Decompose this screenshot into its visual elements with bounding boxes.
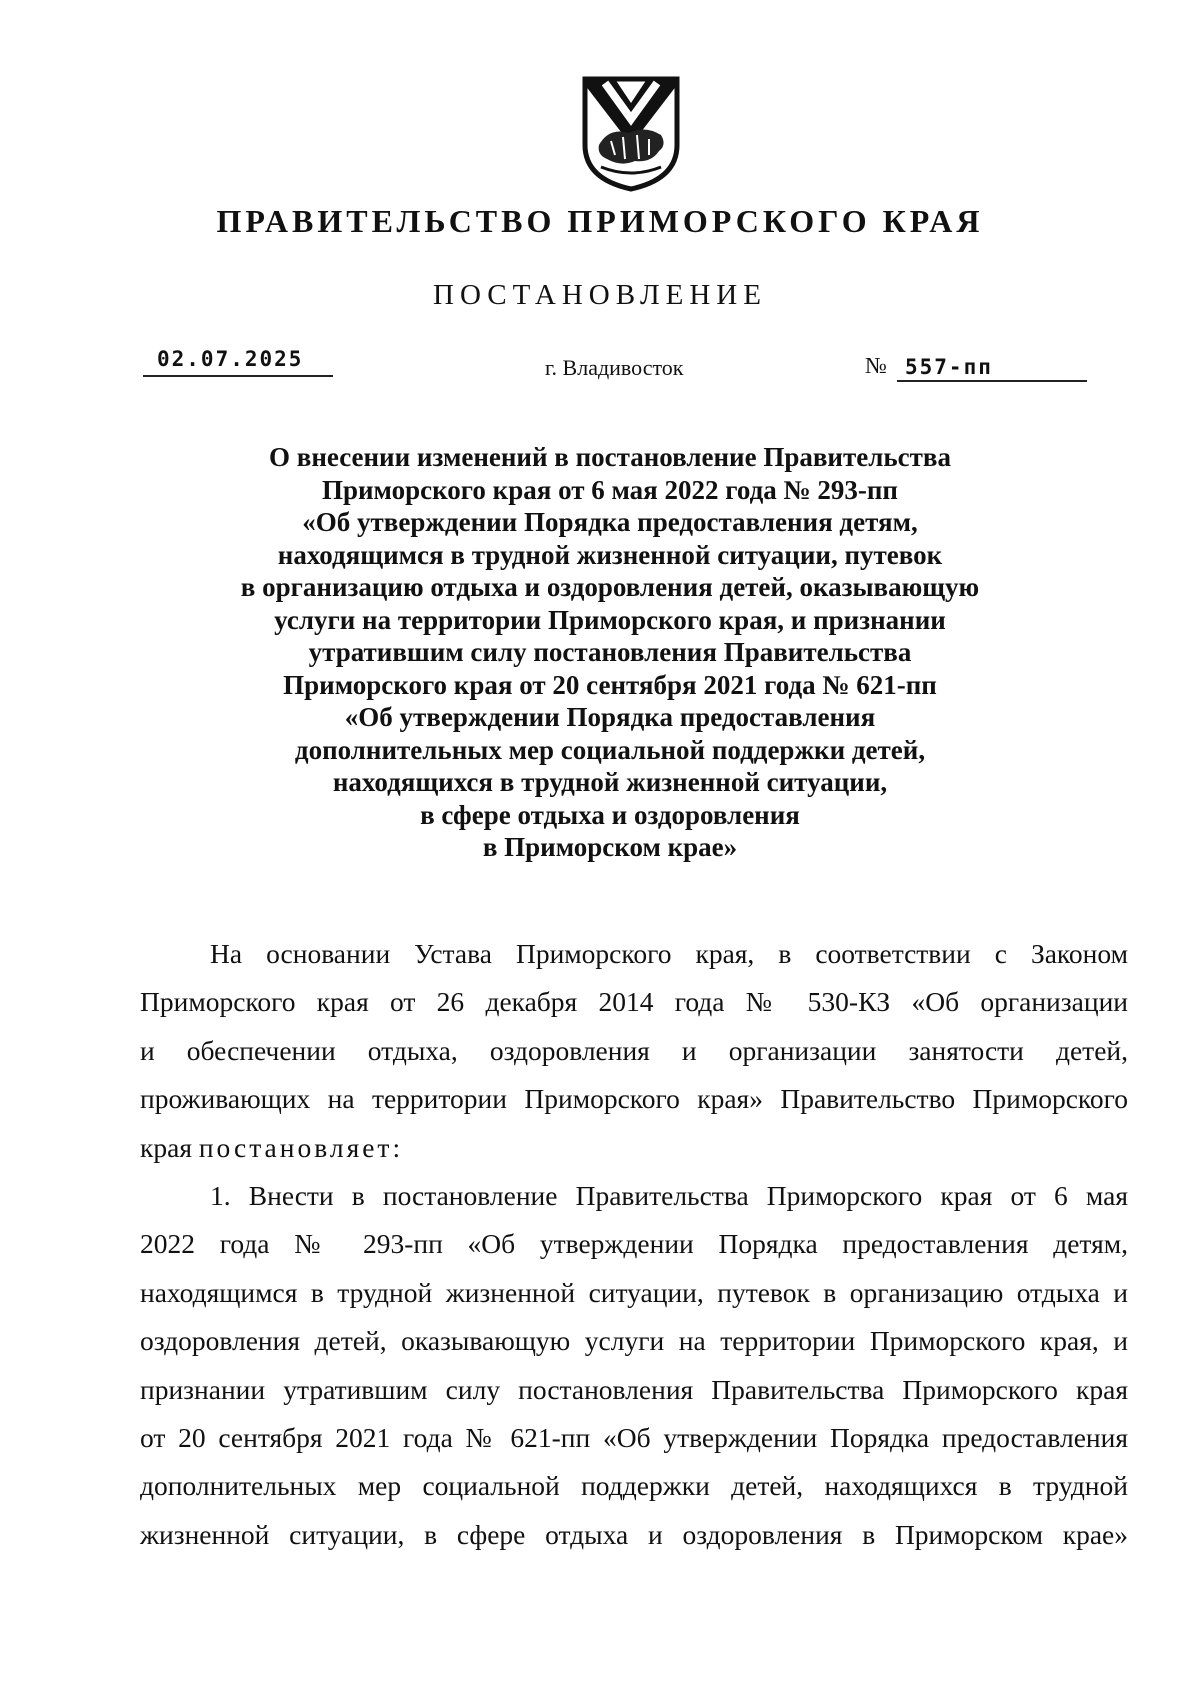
paragraph-line: жизненной ситуации, в сфере отдыха и оздоровления в Приморском крае» [140, 1518, 1128, 1550]
organization-name: ПРАВИТЕЛЬСТВО ПРИМОРСКОГО КРАЯ [216, 203, 984, 239]
paragraph-line: дополнительных мер социальной поддержки детей, находящихся в трудной [140, 1470, 1128, 1502]
paragraph-line: находящимся в трудной жизненной ситуации, путевок в организацию отдыха и [140, 1276, 1128, 1308]
paragraph-line: 1. Внести в постановление Правительства Приморского края от 6 мая [210, 1180, 1128, 1212]
number-label: № [865, 353, 887, 378]
document-number: 557-пп [905, 355, 993, 379]
paragraph-line: Приморского края от 26 декабря 2014 года № 530-КЗ «Об организации [140, 986, 1128, 1018]
document-title [200, 441, 1020, 864]
title-line: находящихся в трудной жизненной ситуации, [332, 767, 888, 797]
title-line: в организацию отдыха и оздоровления детей, оказывающую [240, 572, 980, 602]
paragraph-line: и обеспечении отдыха, оздоровления и организации занятости детей, [140, 1034, 1128, 1066]
paragraph-line: оздоровления детей, оказывающую услуги на территории Приморского края, и [140, 1325, 1128, 1357]
document-body [140, 930, 1128, 1559]
title-line: Приморского края от 20 сентября 2021 года № 621-пп [283, 669, 937, 700]
title-line: Приморского края от 6 мая 2022 года № 293-пп [321, 474, 898, 505]
title-line: утратившим силу постановления Правительства [308, 637, 912, 667]
paragraph-line: признании утратившим силу постановления Правительства Приморского края [140, 1373, 1128, 1405]
document-type: ПОСТАНОВЛЕНИЕ [433, 279, 767, 311]
title-line: в сфере отдыха и оздоровления [420, 799, 800, 830]
title-line: услуги на территории Приморского края, и признании [274, 604, 946, 635]
title-line: в Приморском крае» [482, 832, 738, 862]
title-line: «Об утверждении Порядка предоставления детям, [302, 507, 918, 537]
paragraph-line: На основании Устава Приморского края, в соответствии с Законом [210, 938, 1128, 969]
title-line: О внесении изменений в постановление Правительства [269, 442, 951, 472]
paragraph-line [140, 1124, 1128, 1172]
paragraph-line: проживающих на территории Приморского края» Правительство Приморского [140, 1083, 1128, 1115]
document-date: 02.07.2025 [157, 347, 304, 371]
paragraph-text: края [140, 1131, 192, 1163]
document-city: г. Владивосток [545, 355, 684, 380]
title-line: дополнительных мер социальной поддержки детей, [294, 734, 926, 765]
paragraph-line: 2022 года № 293-пп «Об утверждении Порядка предоставления детям, [140, 1228, 1128, 1260]
number-underline [897, 380, 1087, 382]
title-line: находящимся в трудной жизненной ситуации, путевок [277, 539, 943, 570]
coat-of-arms-icon [581, 75, 681, 193]
date-underline [143, 375, 333, 377]
paragraph-line: от 20 сентября 2021 года № 621-пп «Об утверждении Порядка предоставления [140, 1422, 1128, 1454]
title-line: «Об утверждении Порядка предоставления [344, 702, 876, 732]
resolves-word: постановляет: [198, 1131, 404, 1163]
